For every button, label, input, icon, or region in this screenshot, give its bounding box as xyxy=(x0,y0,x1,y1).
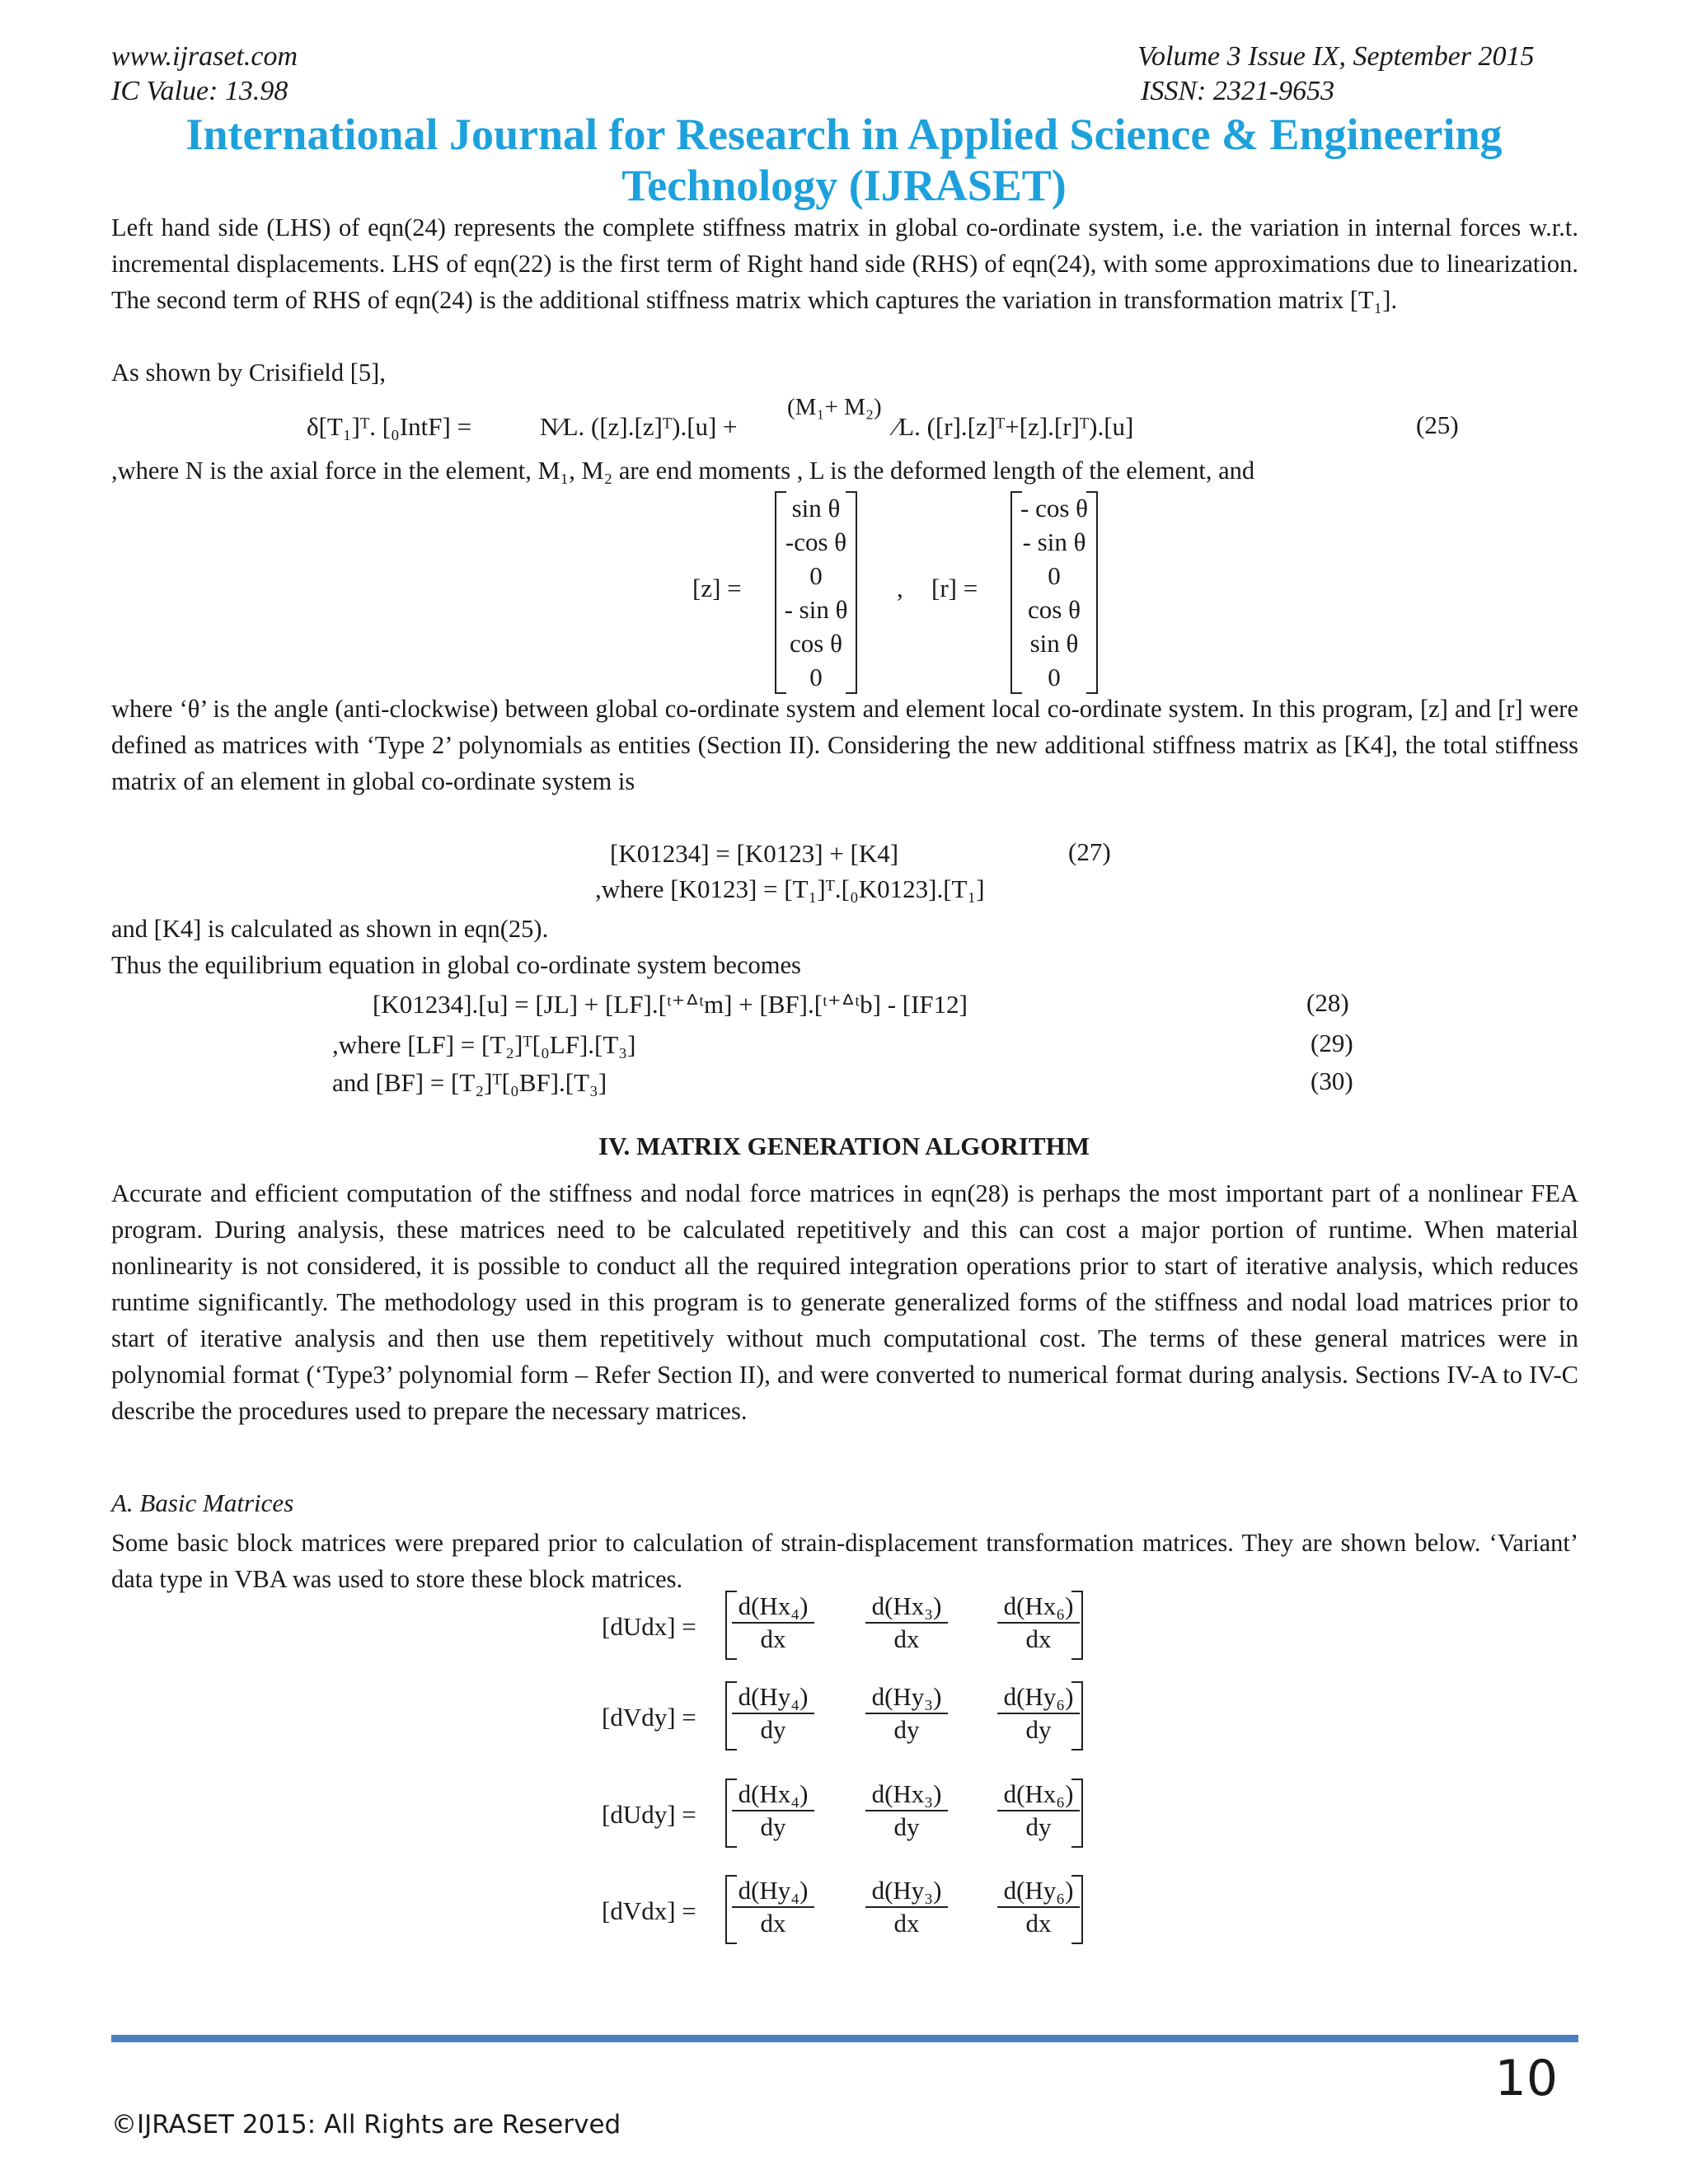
fraction-numerator: d(Hx₆) xyxy=(1003,1591,1074,1620)
journal-title xyxy=(0,109,1688,211)
eq25-number: (25) xyxy=(1416,410,1459,439)
paragraph-equilibrium: Thus the equilibrium equation in global co-ordinate system becomes xyxy=(111,951,801,979)
derivative-fraction xyxy=(997,1591,1080,1655)
page-number: 10 xyxy=(1494,2050,1558,2107)
derivative-fraction xyxy=(997,1779,1080,1843)
eq30-number: (30) xyxy=(1311,1066,1353,1095)
fraction-numerator: d(Hy₃) xyxy=(871,1876,942,1905)
fraction-denominator: dx xyxy=(893,1909,920,1938)
fraction-denominator: dy xyxy=(893,1715,920,1744)
fraction-denominator: dx xyxy=(1025,1624,1052,1653)
eq27-number: (27) xyxy=(1068,837,1111,866)
fraction-numerator: d(Hy₄) xyxy=(738,1876,809,1905)
paragraph-where-n: ,where N is the axial force in the element, M₁, M₂ are end moments , L is the deformed length of the element, and xyxy=(111,457,1255,485)
block-matrix-label: [dUdy] = xyxy=(602,1800,696,1829)
derivative-fraction xyxy=(732,1681,814,1746)
eq27: [K01234] = [K0123] + [K4] xyxy=(610,839,899,868)
fraction-denominator: dy xyxy=(760,1812,786,1841)
derivative-fraction xyxy=(865,1681,948,1746)
bracket-cap xyxy=(846,491,856,493)
z-vector-entry: cos θ xyxy=(790,629,842,658)
paragraph-matrix-generation: Accurate and efficient computation of the stiffness and nodal force matrices in eqn(28) is perhaps the most important part of a nonlinear FEA program. During analysis, these matrices need to be calculated repetitively and this can cost a major portion of runtime. When material nonlinearity is not considered, it is possible to conduct all the required integration operations prior to start of iterative analysis, which reduces runtime significantly. The methodology used in this program is to generate generalized forms of the stiffness and nodal load matrices prior to start of iterative analysis and then use them repetitively without much computational cost. The terms of these general matrices were in polynomial format (‘Type3’ polynomial form – Refer Section II), and were converted to numerical format during analysis. Sections IV-A to IV-C describe the procedures used to prepare the necessary matrices. xyxy=(111,1179,1578,1425)
eq25-term2: ⁄L. ([r].[z]ᵀ+[z].[r]ᵀ).[u] xyxy=(894,412,1134,441)
eq28-number: (28) xyxy=(1306,988,1349,1017)
derivative-fraction xyxy=(865,1779,948,1843)
paragraph-crisfield: As shown by Crisifield [5], xyxy=(111,359,386,387)
ic-value: IC Value: 13.98 xyxy=(111,76,288,106)
eq29: ,where [LF] = [T₂]ᵀ[₀LF].[T₃] xyxy=(332,1030,636,1059)
fraction-numerator: d(Hx₄) xyxy=(738,1779,809,1808)
eq27-where: ,where [K0123] = [T₁]ᵀ.[₀K0123].[T₁] xyxy=(595,874,985,903)
vector-separator: , xyxy=(897,574,903,602)
derivative-fraction xyxy=(732,1779,814,1843)
journal-title-line2: Technology (IJRASET) xyxy=(621,161,1067,210)
eq30: and [BF] = [T₂]ᵀ[₀BF].[T₃] xyxy=(332,1068,607,1097)
z-label: [z] = xyxy=(692,574,742,602)
fraction-numerator: d(Hy₆) xyxy=(1003,1876,1074,1905)
eq28: [K01234].[u] = [JL] + [LF].[ᵗ⁺ᐞᵗm] + [BF].[ᵗ⁺ᐞᵗb] - [IF12] xyxy=(373,990,968,1019)
z-vector xyxy=(775,491,857,694)
z-vector-entry: 0 xyxy=(809,561,823,590)
block-matrix-label: [dUdx] = xyxy=(602,1612,696,1641)
journal-website[interactable]: www.ijraset.com xyxy=(111,41,298,72)
bracket-cap xyxy=(1012,491,1022,493)
derivative-fraction xyxy=(997,1875,1080,1939)
paragraph-basic-matrices: Some basic block matrices were prepared prior to calculation of strain-displacement transformation matrices. They are shown below. ‘Variant’ data type in VBA was used to store these block matrices. xyxy=(111,1529,1578,1593)
paragraph-theta-angle: where ‘θ’ is the angle (anti-clockwise) between global co-ordinate system and element local co-ordinate system. In this program, [z] and [r] were defined as matrices with ‘Type 2’ polynomials as entities (Section II). Considering the new additional stiffness matrix as [K4], the total stiffness matrix of an element in global co-ordinate system is xyxy=(111,695,1578,795)
r-vector-entry: sin θ xyxy=(1029,629,1079,658)
z-vector-entry: -cos θ xyxy=(785,527,847,556)
eq25-term1: N⁄L. ([z].[z]ᵀ).[u] + xyxy=(540,412,738,441)
bracket-cap xyxy=(776,491,786,493)
r-vector-entry: cos θ xyxy=(1028,595,1081,624)
fraction-denominator: dy xyxy=(1025,1812,1052,1841)
derivative-fraction xyxy=(732,1591,814,1655)
r-vector-entry: - cos θ xyxy=(1020,494,1088,523)
z-vector-entry: sin θ xyxy=(791,494,841,523)
r-vector-entry: 0 xyxy=(1048,561,1061,590)
volume-issue: Volume 3 Issue IX, September 2015 xyxy=(1137,41,1535,72)
fraction-denominator: dy xyxy=(1025,1715,1052,1744)
derivative-fraction xyxy=(865,1591,948,1655)
issn: ISSN: 2321-9653 xyxy=(1141,76,1335,106)
r-vector-entry: - sin θ xyxy=(1022,527,1086,556)
block-matrix-label: [dVdx] = xyxy=(602,1896,696,1925)
z-vector-entry: 0 xyxy=(809,663,823,691)
fraction-denominator: dy xyxy=(760,1715,786,1744)
derivative-fraction xyxy=(732,1875,814,1939)
fraction-denominator: dx xyxy=(1025,1909,1052,1938)
fraction-denominator: dx xyxy=(760,1624,786,1653)
block-matrix-label: [dVdy] = xyxy=(602,1703,696,1732)
fraction-numerator: d(Hx₆) xyxy=(1003,1779,1074,1808)
r-vector xyxy=(1010,491,1098,694)
eq25-term2-numerator: (M₁+ M₂) xyxy=(787,394,882,420)
footer-rule xyxy=(111,2035,1578,2042)
derivative-fraction xyxy=(865,1875,948,1939)
copyright-footer: ©IJRASET 2015: All Rights are Reserved xyxy=(111,2110,621,2139)
fraction-numerator: d(Hy₃) xyxy=(871,1682,942,1711)
r-vector-entry: 0 xyxy=(1048,663,1061,691)
eq25-lhs: δ[T₁]ᵀ. [₀IntF] = xyxy=(307,412,472,441)
bracket-cap xyxy=(1086,491,1096,493)
fraction-numerator: d(Hy₄) xyxy=(738,1682,809,1711)
eq29-number: (29) xyxy=(1311,1029,1353,1057)
section-title: IV. MATRIX GENERATION ALGORITHM xyxy=(598,1132,1090,1160)
fraction-denominator: dx xyxy=(893,1624,920,1653)
paragraph-k4: and [K4] is calculated as shown in eqn(25). xyxy=(111,915,549,943)
fraction-denominator: dx xyxy=(760,1909,786,1938)
paragraph-lhs-description: Left hand side (LHS) of eqn(24) represents the complete stiffness matrix in global co-ordinate system, i.e. the variation in internal forces w.r.t. incremental displacements. LHS of eqn(22) is the first term of Right hand side (RHS) of eqn(24), with some approximations due to linearization. The second term of RHS of eqn(24) is the additional stiffness matrix which captures the variation in transformation matrix [T₁]. xyxy=(111,213,1578,314)
journal-title-line1: International Journal for Research in Applied Science & Engineering xyxy=(185,110,1503,159)
fraction-denominator: dy xyxy=(893,1812,920,1841)
subsection-title: A. Basic Matrices xyxy=(111,1488,294,1517)
z-vector-entry: - sin θ xyxy=(784,595,848,624)
fraction-numerator: d(Hx₃) xyxy=(871,1779,942,1808)
r-label: [r] = xyxy=(931,574,978,602)
fraction-numerator: d(Hx₃) xyxy=(871,1591,942,1620)
derivative-fraction xyxy=(997,1681,1080,1746)
fraction-numerator: d(Hx₄) xyxy=(738,1591,809,1620)
fraction-numerator: d(Hy₆) xyxy=(1003,1682,1074,1711)
